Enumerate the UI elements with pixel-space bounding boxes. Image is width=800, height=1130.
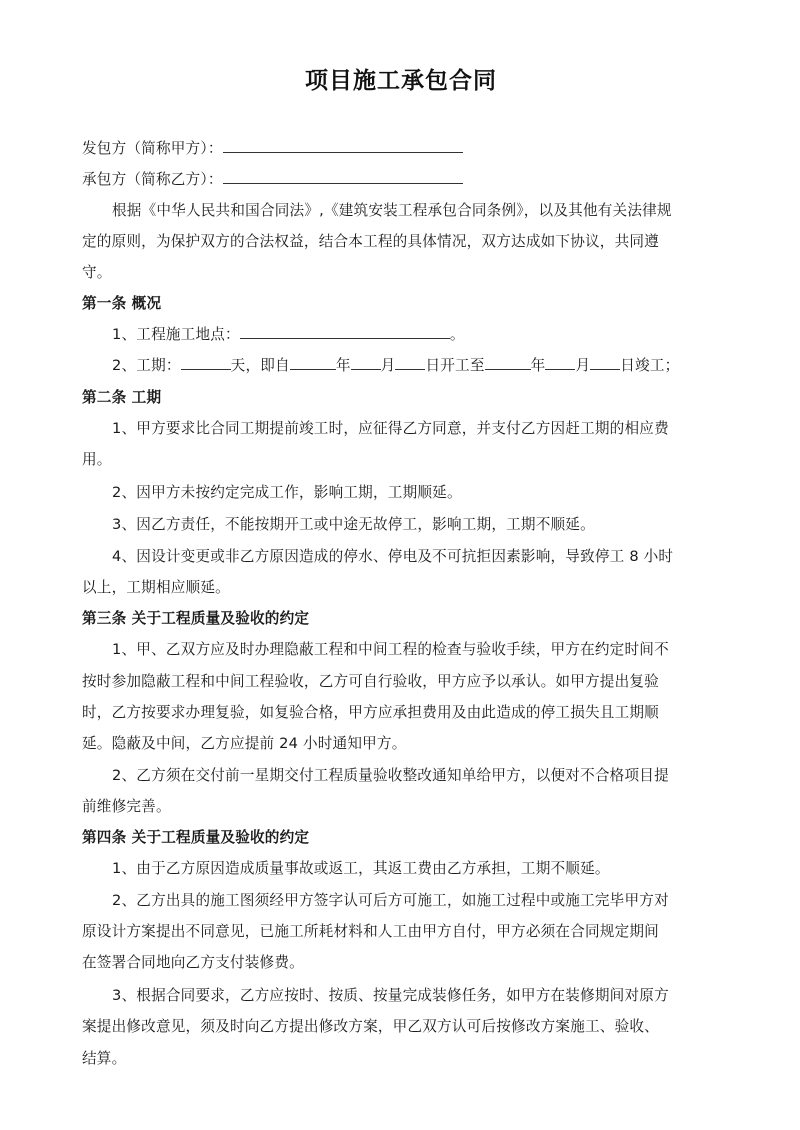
party-b-line [82,170,722,190]
article-4-line: 3、根据合同要求，乙方应按时、按质、按量完成装修任务，如甲方在装修期间对原方 [112,987,669,1004]
duration-label: 2、工期： [112,357,181,374]
article-3-line: 按时参加隐蔽工程和中间工程验收，乙方可自行验收，甲方应予以承认。如甲方提出复验 [82,673,659,690]
article-2-line: 用。 [82,451,112,468]
article-3-line: 1、甲、乙双方应及时办理隐蔽工程和中间工程的检查与验收手续，甲方在约定时间不 [112,641,669,658]
article-1-heading: 第一条 概况 [82,295,162,312]
completion-text: 日竣工； [620,357,680,374]
year-text: 年 [530,357,546,374]
start-day-blank[interactable] [395,356,425,370]
article-3-line: 时，乙方按要求办理复验，如复验合格，甲方应承担费用及由此造成的停工损失且工期顺 [82,704,659,721]
preamble-line: 定的原则，为保护双方的合法权益，结合本工程的具体情况，双方达成如下协议，共同遵 [82,233,659,250]
party-a-blank[interactable] [223,139,463,153]
article-2-line: 1、甲方要求比合同工期提前竣工时，应征得乙方同意，并支付乙方因赶工期的相应费 [112,420,669,437]
start-text: 日开工至 [425,357,485,374]
start-month-blank[interactable] [351,356,381,370]
party-a-line [82,139,722,159]
article-4-line: 案提出修改意见，须及时向乙方提出修改方案，甲乙双方认可后按修改方案施工、验收、 [82,1018,659,1035]
article-2-line: 以上，工期相应顺延。 [82,579,230,596]
article-2-line: 3、因乙方责任，不能按期开工或中途无故停工，影响工期，工期不顺延。 [112,516,595,533]
end-year-blank[interactable] [485,356,531,370]
days-blank[interactable] [181,356,231,370]
article-3-heading: 第三条 关于工程质量及验收的约定 [82,610,310,627]
party-a-label: 发包方（简称甲方）： [82,140,223,157]
article-4-heading: 第四条 关于工程质量及验收的约定 [82,829,310,846]
article-1-item-2 [82,356,752,376]
days-text: 天，即自 [230,357,290,374]
article-3-line: 前维修完善。 [82,798,171,815]
month-text: 月 [575,357,591,374]
article-2-heading: 第二条 工期 [82,389,162,406]
article-4-line: 在签署合同地向乙方支付装修费。 [82,954,304,971]
site-location-blank[interactable] [240,325,450,339]
preamble-line: 根据《中华人民共和国合同法》,《建筑安装工程承包合同条例》，以及其他有关法律规 [112,202,672,219]
article-1-item-1 [82,325,752,345]
article-4-line: 原设计方案提出不同意见，已施工所耗材料和人工由甲方自付，甲方必须在合同规定期间 [82,923,659,940]
year-text: 年 [335,357,351,374]
start-year-blank[interactable] [290,356,336,370]
party-b-blank[interactable] [223,170,463,184]
preamble-line: 守。 [82,264,112,281]
article-4-line: 结算。 [82,1050,127,1067]
article-3-line: 2、乙方须在交付前一星期交付工程质量验收整改通知单给甲方，以便对不合格项目提 [112,767,669,784]
article-4-line: 1、由于乙方原因造成质量事故或返工，其返工费由乙方承担，工期不顺延。 [112,860,610,877]
document-title: 项目施工承包合同 [305,68,497,94]
end-month-blank[interactable] [545,356,575,370]
site-location-label: 1、工程施工地点： [112,326,240,343]
period-mark: 。 [449,326,465,343]
article-4-line: 2、乙方出具的施工图须经甲方签字认可后方可施工，如施工过程中或施工完毕甲方对 [112,892,669,909]
month-text: 月 [380,357,396,374]
end-day-blank[interactable] [590,356,620,370]
article-3-line: 延。隐蔽及中间，乙方应提前 24 小时通知甲方。 [82,735,407,752]
article-2-line: 2、因甲方未按约定完成工作，影响工期，工期顺延。 [112,484,462,501]
party-b-label: 承包方（简称乙方）： [82,171,223,188]
article-2-line: 4、因设计变更或非乙方原因造成的停水、停电及不可抗拒因素影响，导致停工 8 小时 [112,548,674,565]
